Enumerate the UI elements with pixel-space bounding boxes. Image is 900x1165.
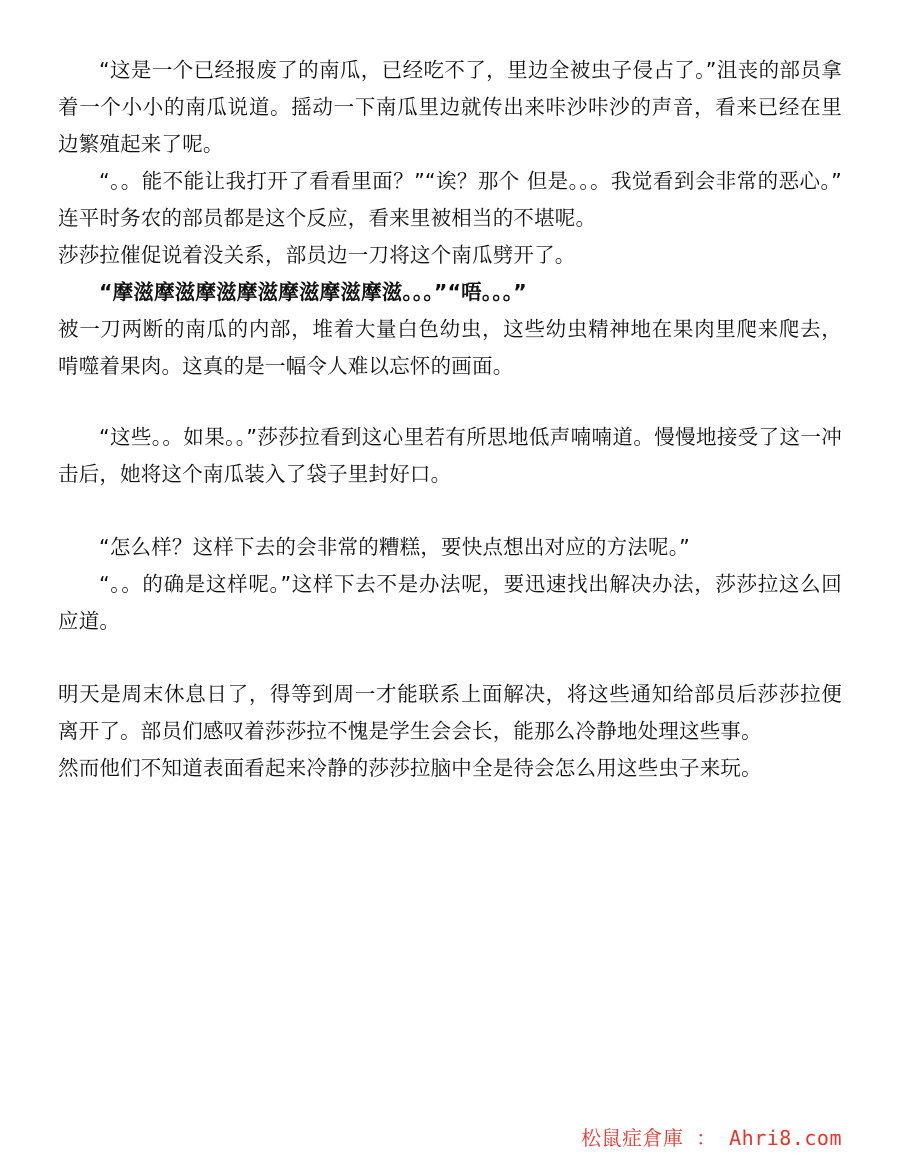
paragraph-9: 明天是周末休息日了，得等到周一才能联系上面解决，将这些通知给部员后莎莎拉便离开了。部员们感叹着莎莎拉不愧是学生会会长，能那么冷静地处理这些事。 (58, 682, 842, 743)
paragraph-5: 被一刀两断的南瓜的内部，堆着大量白色幼虫，这些幼虫精神地在果肉里爬来爬去，啃噬着果肉。这真的是一幅令人难以忘怀的画面。 (58, 317, 842, 378)
paragraph-spacer-3 (58, 640, 842, 676)
paragraph-10: 然而他们不知道表面看起来冷静的莎莎拉脑中全是待会怎么用这些虫子来玩。 (58, 756, 762, 780)
paragraph-8: “。。的确是这样呢。”这样下去不是办法呢，要迅速找出解决办法，莎莎拉这么回应道。 (58, 572, 842, 633)
paragraph-spacer-2 (58, 493, 842, 529)
paragraph-2: “。。能不能让我打开了看看里面？”“诶？那个 但是。。。我觉看到会非常的恶心。”连平时务农的部员都是这个反应，看来里被相当的不堪呢。 (58, 169, 842, 230)
paragraph-4: “摩滋摩滋摩滋摩滋摩滋摩滋摩滋。。。”“唔。。。” (99, 280, 527, 304)
paragraph-1: “这是一个已经报废了的南瓜，已经吃不了，里边全被虫子侵占了。”沮丧的部员拿着一个小小的南瓜说道。摇动一下南瓜里边就传出来咔沙咔沙的声音，看来已经在里边繁殖起来了呢。 (58, 58, 842, 156)
footer-watermark: 松鼠症倉庫 ： Ahri8.com (581, 1126, 842, 1150)
paragraph-spacer-1 (58, 385, 842, 419)
paragraph-7: “怎么样？这样下去的会非常的糟糕，要快点想出对应的方法呢。” (99, 535, 690, 559)
paragraph-3: 莎莎拉催促说着没关系，部员边一刀将这个南瓜劈开了。 (58, 243, 576, 267)
document-body (58, 52, 842, 787)
paragraph-6: “这些。。如果。。”莎莎拉看到这心里若有所思地低声喃喃道。慢慢地接受了这一冲击后，她将这个南瓜装入了袋子里封好口。 (58, 425, 842, 486)
